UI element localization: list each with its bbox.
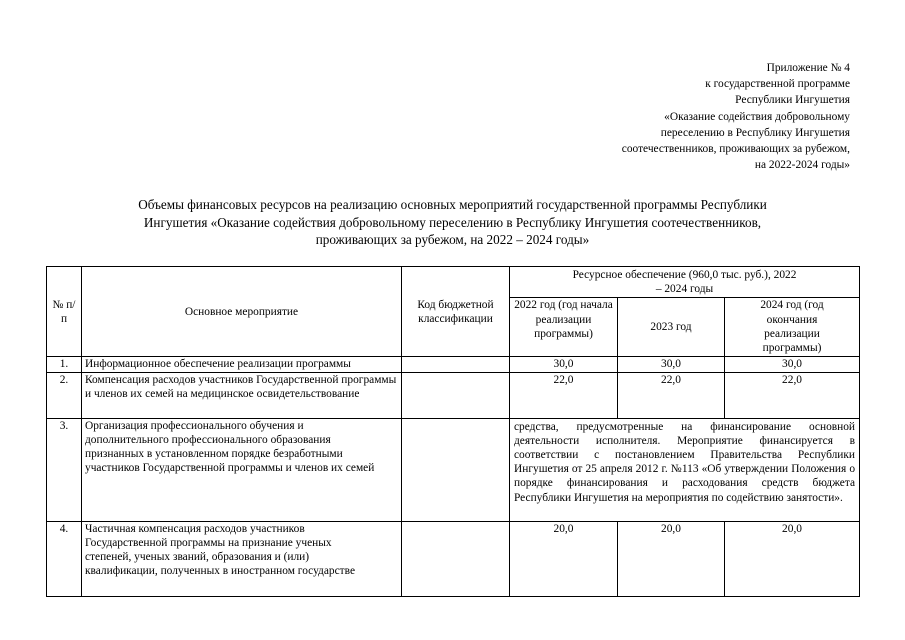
row-2023: 22,0	[618, 372, 725, 418]
annex-line: Республики Ингушетия	[735, 94, 850, 107]
table-row	[47, 521, 860, 596]
row-2024: 22,0	[725, 372, 860, 418]
row-kbk	[402, 372, 510, 418]
annex-line: к государственной программе	[705, 78, 850, 91]
header-kbk: Код бюджетной классификации	[402, 267, 510, 357]
row-2024: 30,0	[725, 357, 860, 372]
table-row	[47, 418, 860, 521]
row-2022: 30,0	[510, 357, 618, 372]
funding-table	[46, 266, 860, 597]
annex-line: «Оказание содействия добровольному	[664, 110, 850, 123]
table-row	[47, 372, 860, 418]
header-activity: Основное мероприятие	[82, 267, 402, 357]
header-2023: 2023 год	[618, 298, 725, 357]
row-kbk	[402, 357, 510, 372]
annex-line: на 2022-2024 годы»	[754, 159, 850, 172]
annex-line: Приложение № 4	[766, 62, 850, 74]
row-kbk	[402, 418, 510, 521]
table-row	[47, 357, 860, 372]
row-activity: Организация профессионального обучения и дополнительного профессионального образования признанных в установленном порядке безработными участников Государственной программы и членов их семей	[82, 418, 402, 521]
row-note: средства, предусмотренные на финансирование основной деятельности исполнителя. Мероприятие финансируется в соответствии с постановлением Правительства Республики Ингушетия от 25 апреля 2012 г. №113 «Об утверждении Положения о порядке финансирования и расходования средств бюджета Республики Ингушетия на мероприятия по содействию занятости».	[510, 418, 860, 521]
document-title	[46, 196, 859, 249]
row-activity: Частичная компенсация расходов участников Государственной программы на признание ученых степеней, ученых званий, образования и (или) квалификации, полученных в иностранном государстве	[82, 521, 402, 596]
header-2022: 2022 год (год начала реализации программы)	[510, 298, 618, 357]
row-num: 1.	[47, 357, 82, 372]
row-2023: 30,0	[618, 357, 725, 372]
header-resource: Ресурсное обеспечение (960,0 тыс. руб.), 2022 – 2024 годы	[510, 267, 860, 298]
header-2024: 2024 год (год окончания реализации программы)	[725, 298, 860, 357]
row-num: 3.	[47, 418, 82, 521]
row-2022: 22,0	[510, 372, 618, 418]
row-kbk	[402, 521, 510, 596]
annex-line: соотечественников, проживающих за рубежом,	[621, 143, 850, 156]
row-num: 4.	[47, 521, 82, 596]
annex-header	[622, 60, 850, 173]
header-num: № п/п	[47, 267, 82, 357]
title-line: проживающих за рубежом, на 2022 – 2024 годы»	[315, 232, 590, 247]
row-2022: 20,0	[510, 521, 618, 596]
row-2024: 20,0	[725, 521, 860, 596]
row-num: 2.	[47, 372, 82, 418]
row-2023: 20,0	[618, 521, 725, 596]
row-activity: Информационное обеспечение реализации программы	[82, 357, 402, 372]
row-activity: Компенсация расходов участников Государственной программы и членов их семей на медицинское освидетельствование	[82, 372, 402, 418]
annex-line: переселению в Республику Ингушетия	[660, 126, 850, 139]
title-line: Ингушетия «Оказание содействия добровольному переселению в Республику Ингушетия соотечественников,	[143, 214, 762, 230]
title-line: Объемы финансовых ресурсов на реализацию основных мероприятий государственной программы Республики	[138, 197, 767, 212]
